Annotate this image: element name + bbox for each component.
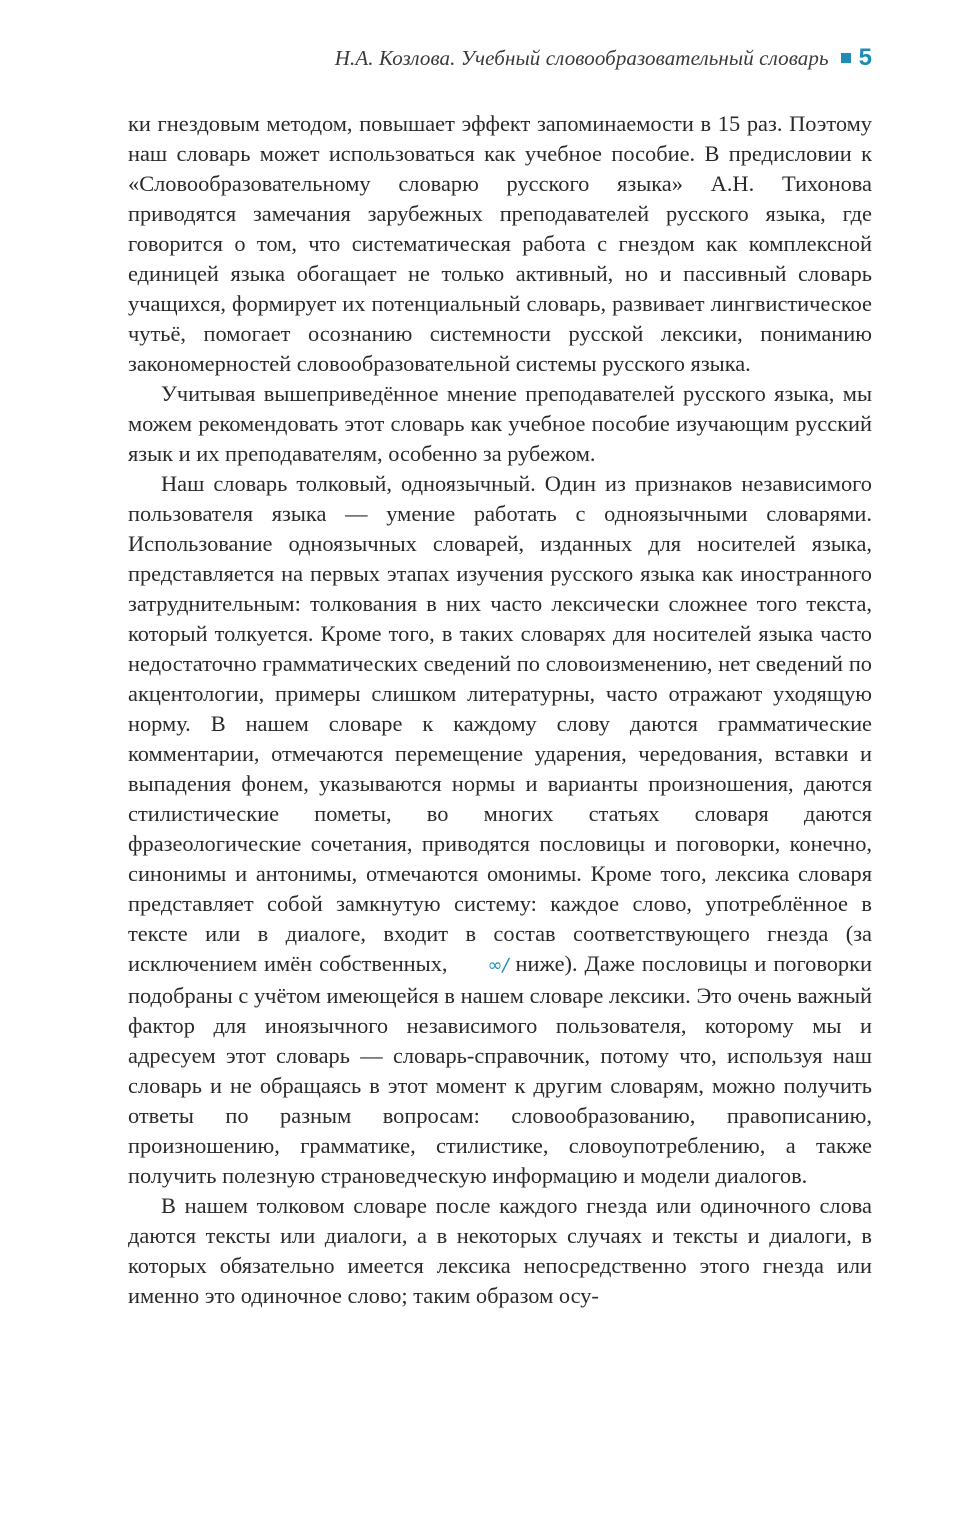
header-square-marker [841,53,851,63]
page-number: 5 [858,44,872,71]
paragraph-1: ки гнездовым методом, повышает эффект запоминаемости в 15 раз. Поэтому наш словарь может использоваться как учебное пособие. В предисловии к «Словообразовательному словарю русского языка» А.Н. Тихонова приводятся замечания зарубежных преподавателей русского языка, где говорится о том, что систематическая работа с гнездом как комплексной единицей языка обогащает не только активный, но и пассивный словарь учащихся, формирует их потенциальный словарь, развивает лингвистическое чутьё, помогает осознанию системности русской лексики, пониманию закономерностей словообразовательной системы русского языка. [128,111,872,376]
body-text [128,109,872,1311]
paragraph-3-part-1: Наш словарь толковый, одноязычный. Один из признаков независимого пользователя языка — умение работать с одноязычными словарями. Использование одноязычных словарей, изданных для носителей языка, представляется на первых этапах изучения русского языка как иностранного затруднительным: толкования в них часто лексически сложнее того текста, который толкуется. Кроме того, в таких словарях для носителей языка часто недостаточно грамматических сведений по словоизменению, нет сведений по акцентологии, примеры слишком литературны, часто отражают уходящую норму. В нашем словаре к каждому слову даются грамматические комментарии, отмечаются перемещение ударения, чередования, вставки и выпадения фонем, указываются нормы и варианты произношения, даются стилистические пометы, во многих статьях словаря даются фразеологические сочетания, приводятся пословицы и поговорки, конечно, синонимы и антонимы, отмечаются омонимы. Кроме того, лексика словаря представляет собой замкнутую систему: каждое слово, употреблённое в тексте или в диалоге, входит в состав соответствующего гнезда (за исключением имён собственных, [128,471,872,976]
running-title: Н.А. Козлова. Учебный словообразовательный словарь [334,45,829,70]
paragraph-4: В нашем толковом словаре после каждого гнезда или одиночного слова даются тексты или диалоги, а в некоторых случаях и тексты и диалоги, в которых обязательно имеется лексика непосредственно этого гнезда или именно это одиночное слово; таким образом осу- [128,1193,872,1308]
paragraph-3 [128,469,872,1191]
see-reference-icon: ∞∕ [487,955,509,976]
paragraph-2: Учитывая вышеприведённое мнение преподавателей русского языка, мы можем рекомендовать этот словарь как учебное пособие изучающим русский язык и их преподавателям, особенно за рубежом. [128,381,872,466]
running-header [335,44,872,72]
paragraph-3-part-2: ниже). Даже пословицы и поговорки подобраны с учётом имеющейся в нашем словаре лексики. Это очень важный фактор для иноязычного независимого пользователя, которому мы и адресуем этот словарь — словарь-справочник, потому что, используя наш словарь и не обращаясь в этот момент к другим словарям, можно получить ответы по разным вопросам: словообразованию, правописанию, произношению, грамматике, стилистике, словоупотреблению, а также получить полезную страноведческую информацию и модели диалогов. [128,951,872,1188]
